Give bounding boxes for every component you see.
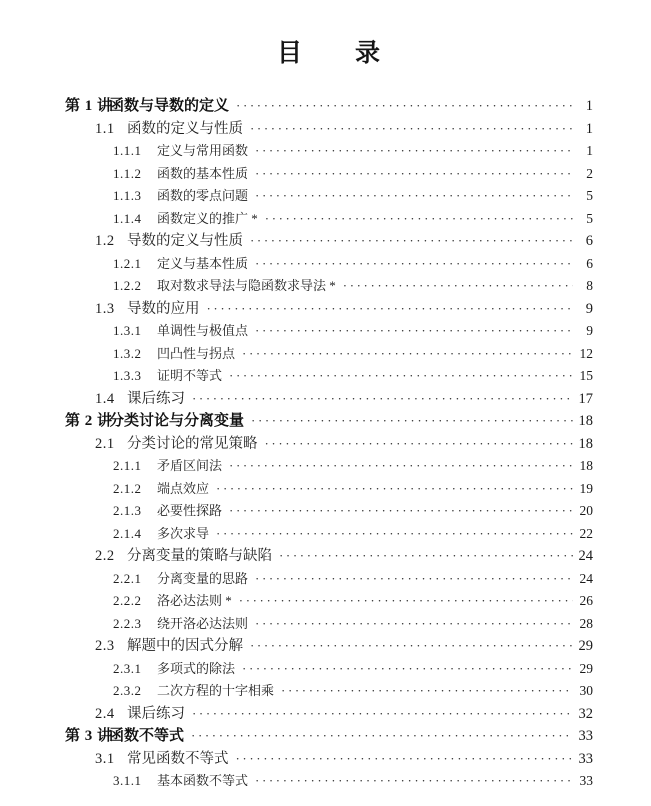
toc-entry <box>65 635 593 658</box>
toc-entry-page: 1 <box>586 143 593 158</box>
toc-entry <box>65 500 593 523</box>
toc-entry-label: 1.3.3 <box>113 368 142 383</box>
toc-entry-page: 5 <box>586 210 593 226</box>
toc-entry <box>65 343 593 366</box>
dot-leader <box>343 275 573 298</box>
dot-leader <box>251 410 573 433</box>
toc-entry-label: 2.1.2 <box>113 480 142 496</box>
toc-entry-title: 基本函数不等式 <box>157 773 249 788</box>
toc-entry-title: 函数不等式 <box>109 728 185 744</box>
toc-entry-title: 二次方程的十字相乘 <box>157 683 275 698</box>
dot-leader <box>229 500 573 523</box>
toc-entry-title: 绕开洛必达法则 <box>157 615 249 631</box>
dot-leader <box>216 478 573 501</box>
toc-entry-page: 33 <box>578 750 593 767</box>
toc-entry-title: 凹凸性与拐点 <box>157 345 236 361</box>
toc-entry-page: 12 <box>579 345 593 361</box>
toc-entry <box>65 725 593 748</box>
toc-entry-title: 函数定义的推广 * <box>157 210 258 226</box>
toc-entry-label: 2.1.1 <box>113 458 142 473</box>
dot-leader <box>279 545 573 568</box>
toc-entry-title: 课后练习 <box>127 705 185 722</box>
toc-entry-page: 18 <box>578 413 593 429</box>
toc-entry-page: 33 <box>579 773 593 788</box>
toc-entry-label: 2.1.3 <box>113 503 142 518</box>
dot-leader <box>255 163 573 186</box>
toc-entry <box>65 613 593 636</box>
dot-leader <box>192 388 573 411</box>
toc-entry-label: 2.3.2 <box>113 683 142 698</box>
toc-entry <box>65 410 593 433</box>
toc-entry-title: 导数的定义与性质 <box>127 233 243 249</box>
toc-entry-title: 函数与导数的定义 <box>109 98 230 114</box>
toc-entry-title: 证明不等式 <box>157 368 223 383</box>
toc-entry-title: 分离变量的思路 <box>157 570 249 586</box>
toc-entry-label: 2.2.1 <box>113 570 142 586</box>
toc-entry-page: 24 <box>578 548 593 564</box>
toc-entry-title: 常见函数不等式 <box>127 750 229 767</box>
toc-entry-label: 3.1.1 <box>113 773 142 788</box>
toc-entry-title: 洛必达法则 * <box>157 593 232 608</box>
toc-entry-page: 33 <box>578 728 593 744</box>
toc-entry-title: 取对数求导法与隐函数求导法 * <box>157 278 336 293</box>
toc-entry <box>65 478 593 501</box>
dot-leader <box>229 365 573 388</box>
dot-leader <box>236 748 574 771</box>
toc-entry-page: 9 <box>586 323 593 338</box>
toc-entry <box>65 388 593 411</box>
toc-entry-page: 28 <box>579 615 593 631</box>
toc-entry-label: 1.3.2 <box>113 345 142 361</box>
dot-leader <box>250 635 573 658</box>
toc-entry-page: 20 <box>579 503 593 518</box>
toc-entry-label: 1.1.4 <box>113 210 142 226</box>
toc-entry-label: 第 3 讲 <box>65 728 113 744</box>
toc-entry-title: 定义与基本性质 <box>157 255 249 271</box>
dot-leader <box>229 455 573 478</box>
toc-entry-label: 2.2.2 <box>113 593 142 608</box>
toc-entry <box>65 455 593 478</box>
dot-leader <box>191 725 573 748</box>
dot-leader <box>265 208 573 231</box>
toc-entry-page: 19 <box>579 480 593 496</box>
toc-entry <box>65 590 593 613</box>
page-title: 目 录 <box>276 40 381 67</box>
dot-leader <box>255 140 573 163</box>
toc-entry-label: 1.2.2 <box>113 278 142 293</box>
toc-entry-page: 17 <box>578 390 593 407</box>
toc-entry-page: 2 <box>586 165 593 181</box>
toc-entry-title: 函数的零点问题 <box>157 188 249 203</box>
toc-list <box>65 95 593 793</box>
toc-entry-title: 多项式的除法 <box>157 660 236 676</box>
toc-entry-title: 导数的应用 <box>127 300 200 317</box>
toc-entry-title: 函数的基本性质 <box>157 165 249 181</box>
dot-leader <box>242 658 573 681</box>
toc-entry-title: 矛盾区间法 <box>157 458 223 473</box>
toc-entry <box>65 275 593 298</box>
toc-entry <box>65 545 593 568</box>
toc-entry-label: 2.3.1 <box>113 660 142 676</box>
toc-entry-label: 2.1 <box>95 435 115 452</box>
toc-entry-label: 1.2 <box>95 233 115 249</box>
toc-entry-title: 分类讨论与分离变量 <box>109 413 245 429</box>
toc-entry-page: 1 <box>585 120 593 137</box>
toc-entry <box>65 433 593 456</box>
toc-entry <box>65 230 593 253</box>
toc-entry-title: 分类讨论的常见策略 <box>127 435 258 452</box>
toc-entry-page: 29 <box>579 660 593 676</box>
toc-entry <box>65 253 593 276</box>
toc-entry-page: 22 <box>579 525 593 541</box>
toc-entry <box>65 770 593 793</box>
toc-entry-title: 解题中的因式分解 <box>127 638 243 654</box>
toc-entry-label: 2.2.3 <box>113 615 142 631</box>
dot-leader <box>255 253 573 276</box>
toc-entry-title: 课后练习 <box>127 390 185 407</box>
toc-entry-page: 6 <box>585 233 593 249</box>
toc-entry-label: 第 1 讲 <box>65 98 113 114</box>
toc-entry-page: 9 <box>585 300 593 317</box>
dot-leader <box>250 118 573 141</box>
toc-entry-label: 1.2.1 <box>113 255 142 271</box>
toc-entry-label: 3.1 <box>95 750 115 767</box>
toc-entry-page: 1 <box>585 98 593 114</box>
dot-leader <box>207 298 574 321</box>
toc-entry <box>65 658 593 681</box>
toc-entry-label: 2.1.4 <box>113 525 142 541</box>
toc-entry-label: 1.1.1 <box>113 143 142 158</box>
toc-entry-page: 15 <box>579 368 593 383</box>
toc-entry <box>65 140 593 163</box>
toc-entry <box>65 568 593 591</box>
dot-leader <box>216 523 573 546</box>
toc-entry <box>65 208 593 231</box>
toc-entry-label: 1.1.2 <box>113 165 142 181</box>
toc-entry <box>65 95 593 118</box>
toc-entry-label: 1.1.3 <box>113 188 142 203</box>
dot-leader <box>255 770 573 793</box>
toc-entry <box>65 298 593 321</box>
toc-entry-title: 必要性探路 <box>157 503 223 518</box>
toc-entry-label: 第 2 讲 <box>65 413 113 429</box>
toc-entry-title: 分离变量的策略与缺陷 <box>127 548 272 564</box>
toc-entry-page: 18 <box>578 435 593 452</box>
toc-entry-page: 30 <box>579 683 593 698</box>
dot-leader <box>242 343 573 366</box>
toc-entry-label: 1.4 <box>95 390 115 407</box>
toc-entry-title: 单调性与极值点 <box>157 323 249 338</box>
dot-leader <box>265 433 574 456</box>
toc-entry-title: 定义与常用函数 <box>157 143 249 158</box>
toc-entry-page: 29 <box>578 638 593 654</box>
toc-entry-label: 2.2 <box>95 548 115 564</box>
dot-leader <box>281 680 573 703</box>
dot-leader <box>192 703 573 726</box>
toc-entry-title: 函数的定义与性质 <box>127 120 243 137</box>
toc-entry-title: 端点效应 <box>157 480 210 496</box>
dot-leader <box>255 185 573 208</box>
toc-entry-page: 6 <box>586 255 593 271</box>
toc-entry-page: 26 <box>579 593 593 608</box>
toc-entry <box>65 703 593 726</box>
toc-entry-page: 32 <box>578 705 593 722</box>
toc-entry-label: 1.1 <box>95 120 115 137</box>
toc-entry <box>65 185 593 208</box>
toc-entry-title: 多次求导 <box>157 525 210 541</box>
toc-entry <box>65 748 593 771</box>
toc-entry <box>65 680 593 703</box>
toc-entry-label: 2.3 <box>95 638 115 654</box>
toc-entry-page: 24 <box>579 570 593 586</box>
dot-leader <box>239 590 573 613</box>
toc-entry-label: 1.3 <box>95 300 115 317</box>
toc-entry <box>65 320 593 343</box>
toc-entry-label: 1.3.1 <box>113 323 142 338</box>
dot-leader <box>255 613 573 636</box>
toc-entry-label: 2.4 <box>95 705 115 722</box>
toc-entry <box>65 163 593 186</box>
dot-leader <box>236 95 573 118</box>
toc-entry-page: 8 <box>586 278 593 293</box>
toc-entry-page: 5 <box>586 188 593 203</box>
toc-entry-page: 18 <box>579 458 593 473</box>
toc-entry <box>65 118 593 141</box>
dot-leader <box>255 320 573 343</box>
dot-leader <box>255 568 573 591</box>
dot-leader <box>250 230 573 253</box>
toc-entry <box>65 523 593 546</box>
toc-entry <box>65 365 593 388</box>
